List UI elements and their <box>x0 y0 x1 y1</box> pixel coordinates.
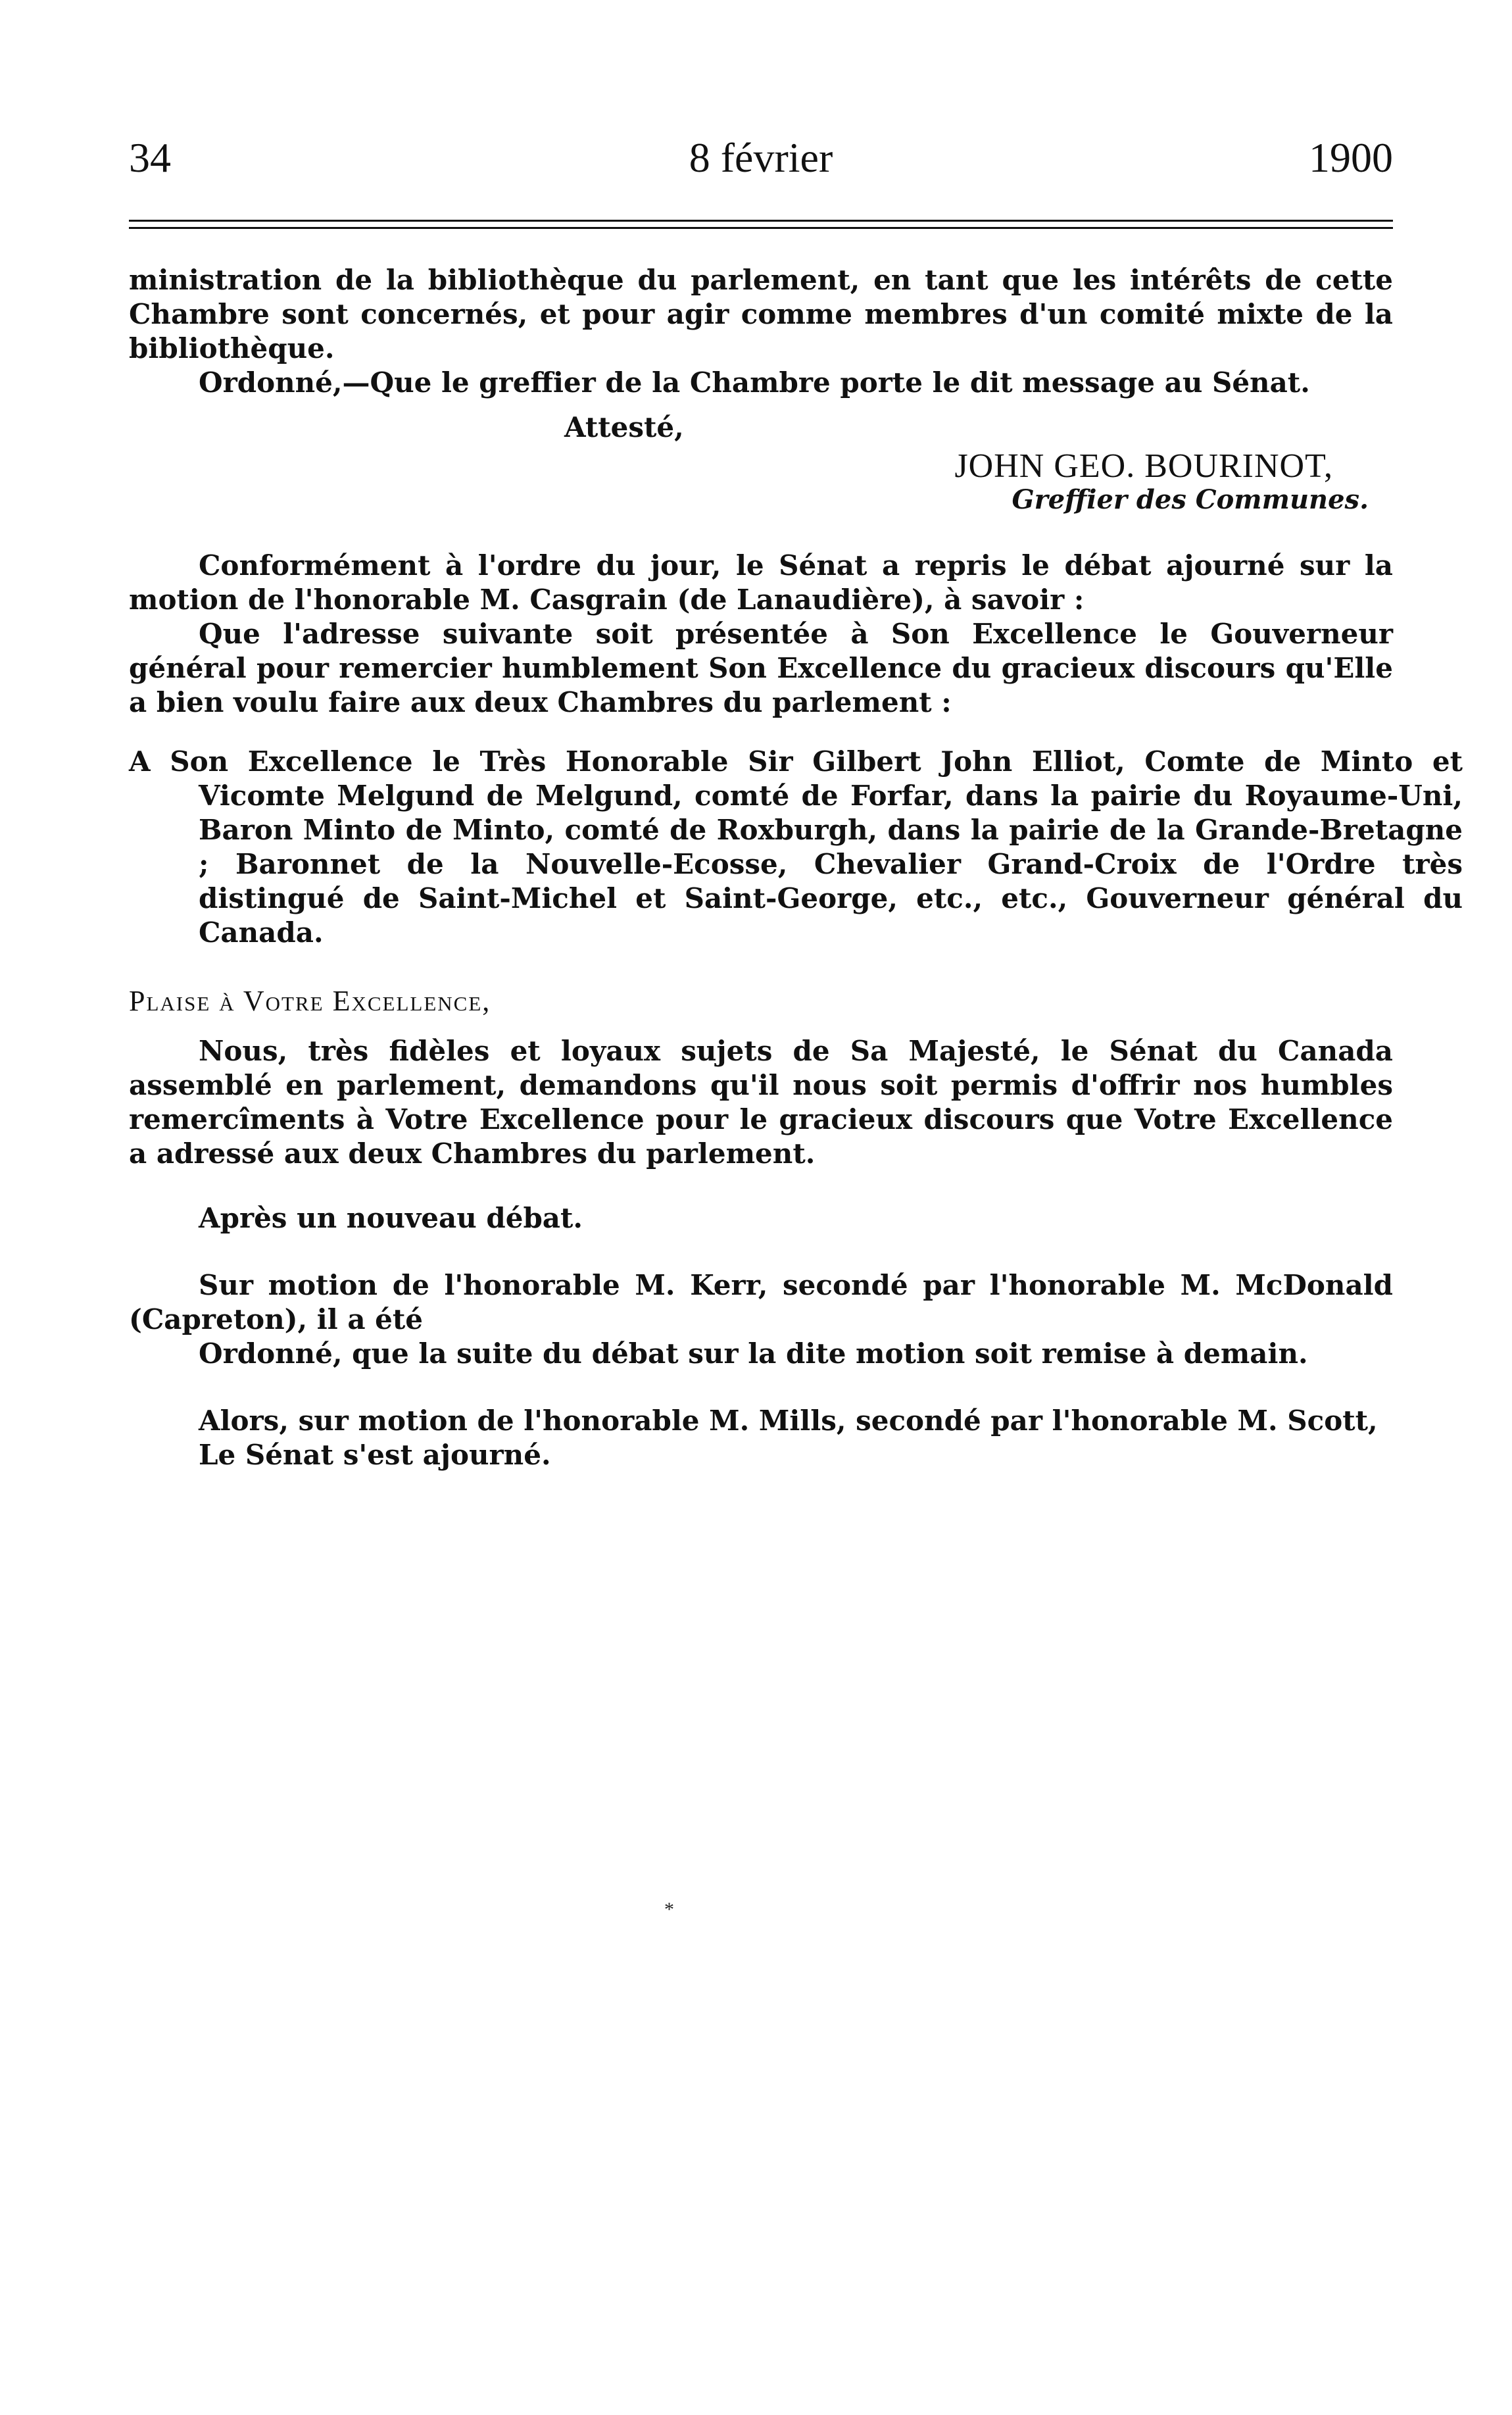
paragraph-ordered-message: Ordonné,—Que le greffier de la Chambre porte le dit message au Sénat. <box>199 366 1310 399</box>
page-year: 1900 <box>1309 134 1393 181</box>
paragraph-debate-intro: Conformément à l'ordre du jour, le Sénat a repris le débat ajourné sur la motion de l'honorable M. Casgrain (de Lanaudière), à savoir : <box>129 549 1393 616</box>
page-date: 8 février <box>689 134 833 181</box>
page-number: 34 <box>129 134 171 181</box>
signature-name: JOHN GEO. BOURINOT, <box>954 447 1333 485</box>
paragraph-debate-resumed <box>129 549 1393 720</box>
paragraph-kerr-ordered: Ordonné, que la suite du débat sur la dite motion soit remise à demain. <box>199 1337 1308 1370</box>
page-header <box>129 132 1393 191</box>
paragraph-thanks: Nous, très fidèles et loyaux sujets de Sa Majesté, le Sénat du Canada assemblé en parlement, demandons qu'il nous soit permis d'offrir nos humbles remercîments à Votre Excellence pour le gracieux discours que Votre Excellence a adressé aux deux Chambres du parlement. <box>129 1035 1393 1170</box>
footer-mark: * <box>664 1899 674 1920</box>
paragraph-mills-motion: Alors, sur motion de l'honorable M. Mills, secondé par l'honorable M. Scott, <box>199 1405 1378 1437</box>
salutation-heading: Plaise à Votre Excellence, <box>129 985 491 1017</box>
paragraph-kerr-motion-intro: Sur motion de l'honorable M. Kerr, secondé par l'honorable M. McDonald (Capreton), il a été <box>129 1269 1393 1335</box>
paragraph-library-committee: ministration de la bibliothèque du parlement, en tant que les intérêts de cette Chambre sont concernés, et pour agir comme membres d'un comité mixte de la bibliothèque. <box>129 264 1393 364</box>
paragraph-adjournment <box>129 1404 1393 1472</box>
attested-label: Attesté, <box>564 411 684 443</box>
paragraph-address-to-governor: A Son Excellence le Très Honorable Sir Gilbert John Elliot, Comte de Minto et Vicomte Melgund de Melgund, comté de Forfar, dans la pairie du Royaume-Uni, Baron Minto de Minto, comté de Roxburgh, dans la pairie de la Grande-Bretagne ; Baronnet de la Nouvelle-Ecosse, Chevalier Grand-Croix de l'Ordre très distingué de Saint-Michel et Saint-George, etc., etc., Gouverneur général du Canada. <box>129 745 1463 949</box>
header-rule-bottom <box>129 227 1393 229</box>
paragraph-senate-adjourned: Le Sénat s'est ajourné. <box>199 1439 551 1471</box>
signature-title: Greffier des Communes. <box>1012 484 1369 515</box>
paragraph-address-motion: Que l'adresse suivante soit présentée à Son Excellence le Gouverneur général pour remercier humblement Son Excellence du gracieux discours qu'Elle a bien voulu faire aux deux Chambres du parlement : <box>129 618 1393 718</box>
header-rule-top <box>129 220 1393 222</box>
paragraph-kerr-motion <box>129 1268 1393 1371</box>
paragraph-new-debate: Après un nouveau débat. <box>199 1202 583 1234</box>
